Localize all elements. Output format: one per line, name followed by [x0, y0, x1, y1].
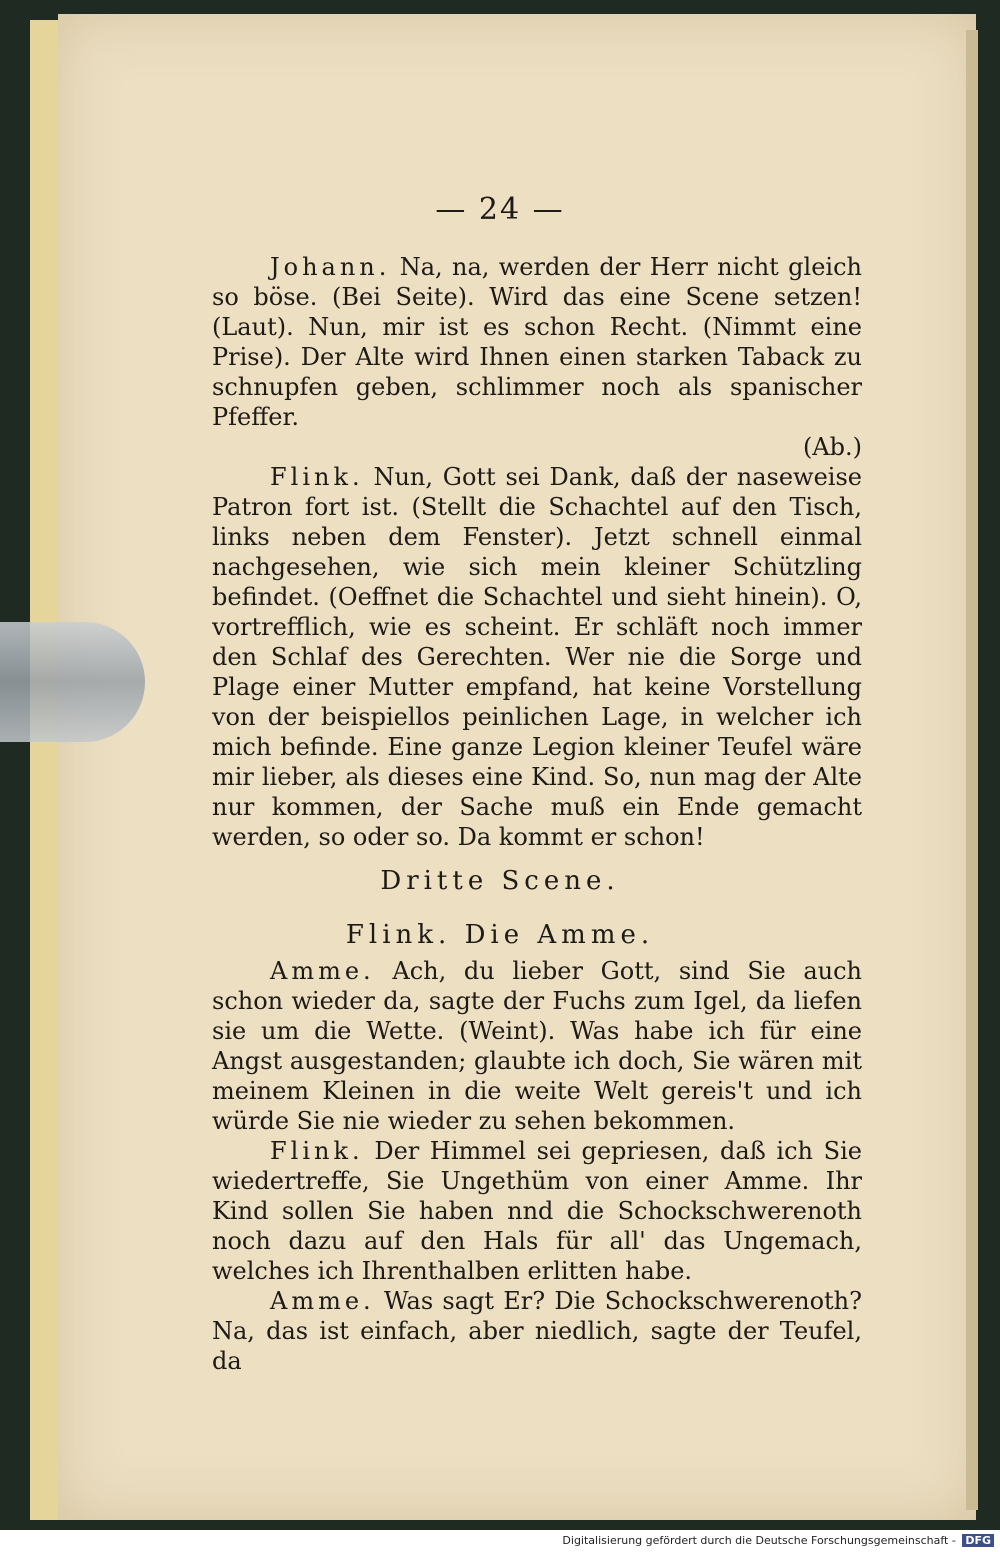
paragraph-amme-2 [212, 1286, 862, 1376]
dfg-logo: DFG [962, 1534, 994, 1547]
paragraph-johann [212, 252, 862, 432]
speaker-flink: Flink. [270, 463, 364, 491]
page-number: — 24 — [435, 192, 565, 227]
page-clip [0, 622, 145, 742]
johann-speech: Na, na, werden der Herr nicht gleich so böse. (Bei Seite). Wird das eine Scene setzen! (Laut). Nun, mir ist es schon Recht. (Nimmt eine Prise). Der Alte wird Ihnen einen starken Taback zu schnupfen geben, schlimmer noch als spanischer Pfeffer. [212, 253, 862, 431]
scene3-text [212, 956, 862, 1376]
flink-speech-2: Der Himmel sei gepriesen, daß ich Sie wiedertreffe, Sie Ungethüm von einer Amme. Ihr Kind sollen Sie haben nnd die Schockschwerenoth noch dazu auf den Hals für all' das Ungemach, welches ich Ihrenthalben erlitten habe. [212, 1137, 862, 1285]
amme-speech-1: Ach, du lieber Gott, sind Sie auch schon wieder da, sagte der Fuchs zum Igel, da liefen sie um die Wette. (Weint). Was habe ich für eine Angst ausgestanden; glaubte ich doch, Sie wären mit meinem Kleinen in die weite Welt gereis't und ich würde Sie nie wieder zu sehen bekommen. [212, 957, 862, 1135]
page-gutter [966, 30, 978, 1510]
stage-direction-exit: (Ab.) [802, 433, 862, 461]
paragraph-flink [212, 462, 862, 852]
digitization-credit [562, 1534, 994, 1547]
speaker-johann: Johann. [270, 253, 391, 281]
scene2-text [212, 252, 862, 852]
scene-characters: Flink. Die Amme. [345, 920, 655, 950]
paragraph-flink-2 [212, 1136, 862, 1286]
speaker-flink-2: Flink. [270, 1137, 364, 1165]
scene-heading: Dritte Scene. [380, 866, 620, 896]
speaker-amme-2: Amme. [270, 1287, 375, 1315]
flink-speech: Nun, Gott sei Dank, daß der naseweise Patron fort ist. (Stellt die Schachtel auf den Tisch, links neben dem Fenster). Jetzt schnell einmal nachgesehen, wie sich mein kleiner Schützling befindet. (Oeffnet die Schachtel und sieht hinein). O, vortrefflich, wie es scheint. Er schläft noch immer den Schlaf des Gerechten. Wer nie die Sorge und Plage einer Mutter empfand, hat keine Vorstellung von der beispiellos peinlichen Lage, in welcher ich mich befinde. Eine ganze Legion kleiner Teufel wäre mir lieber, als dieses eine Kind. So, nun mag der Alte nur kommen, der Sache muß ein Ende gemacht werden, so oder so. Da kommt er schon! [212, 463, 862, 851]
paragraph-amme-1 [212, 956, 862, 1136]
amme-speech-2: Was sagt Er? Die Schockschwerenoth? Na, das ist einfach, aber niedlich, sagte der Teufel, da [212, 1287, 862, 1375]
speaker-amme: Amme. [270, 957, 375, 985]
credit-text: Digitalisierung gefördert durch die Deutsche Forschungsgemeinschaft - [562, 1534, 956, 1547]
